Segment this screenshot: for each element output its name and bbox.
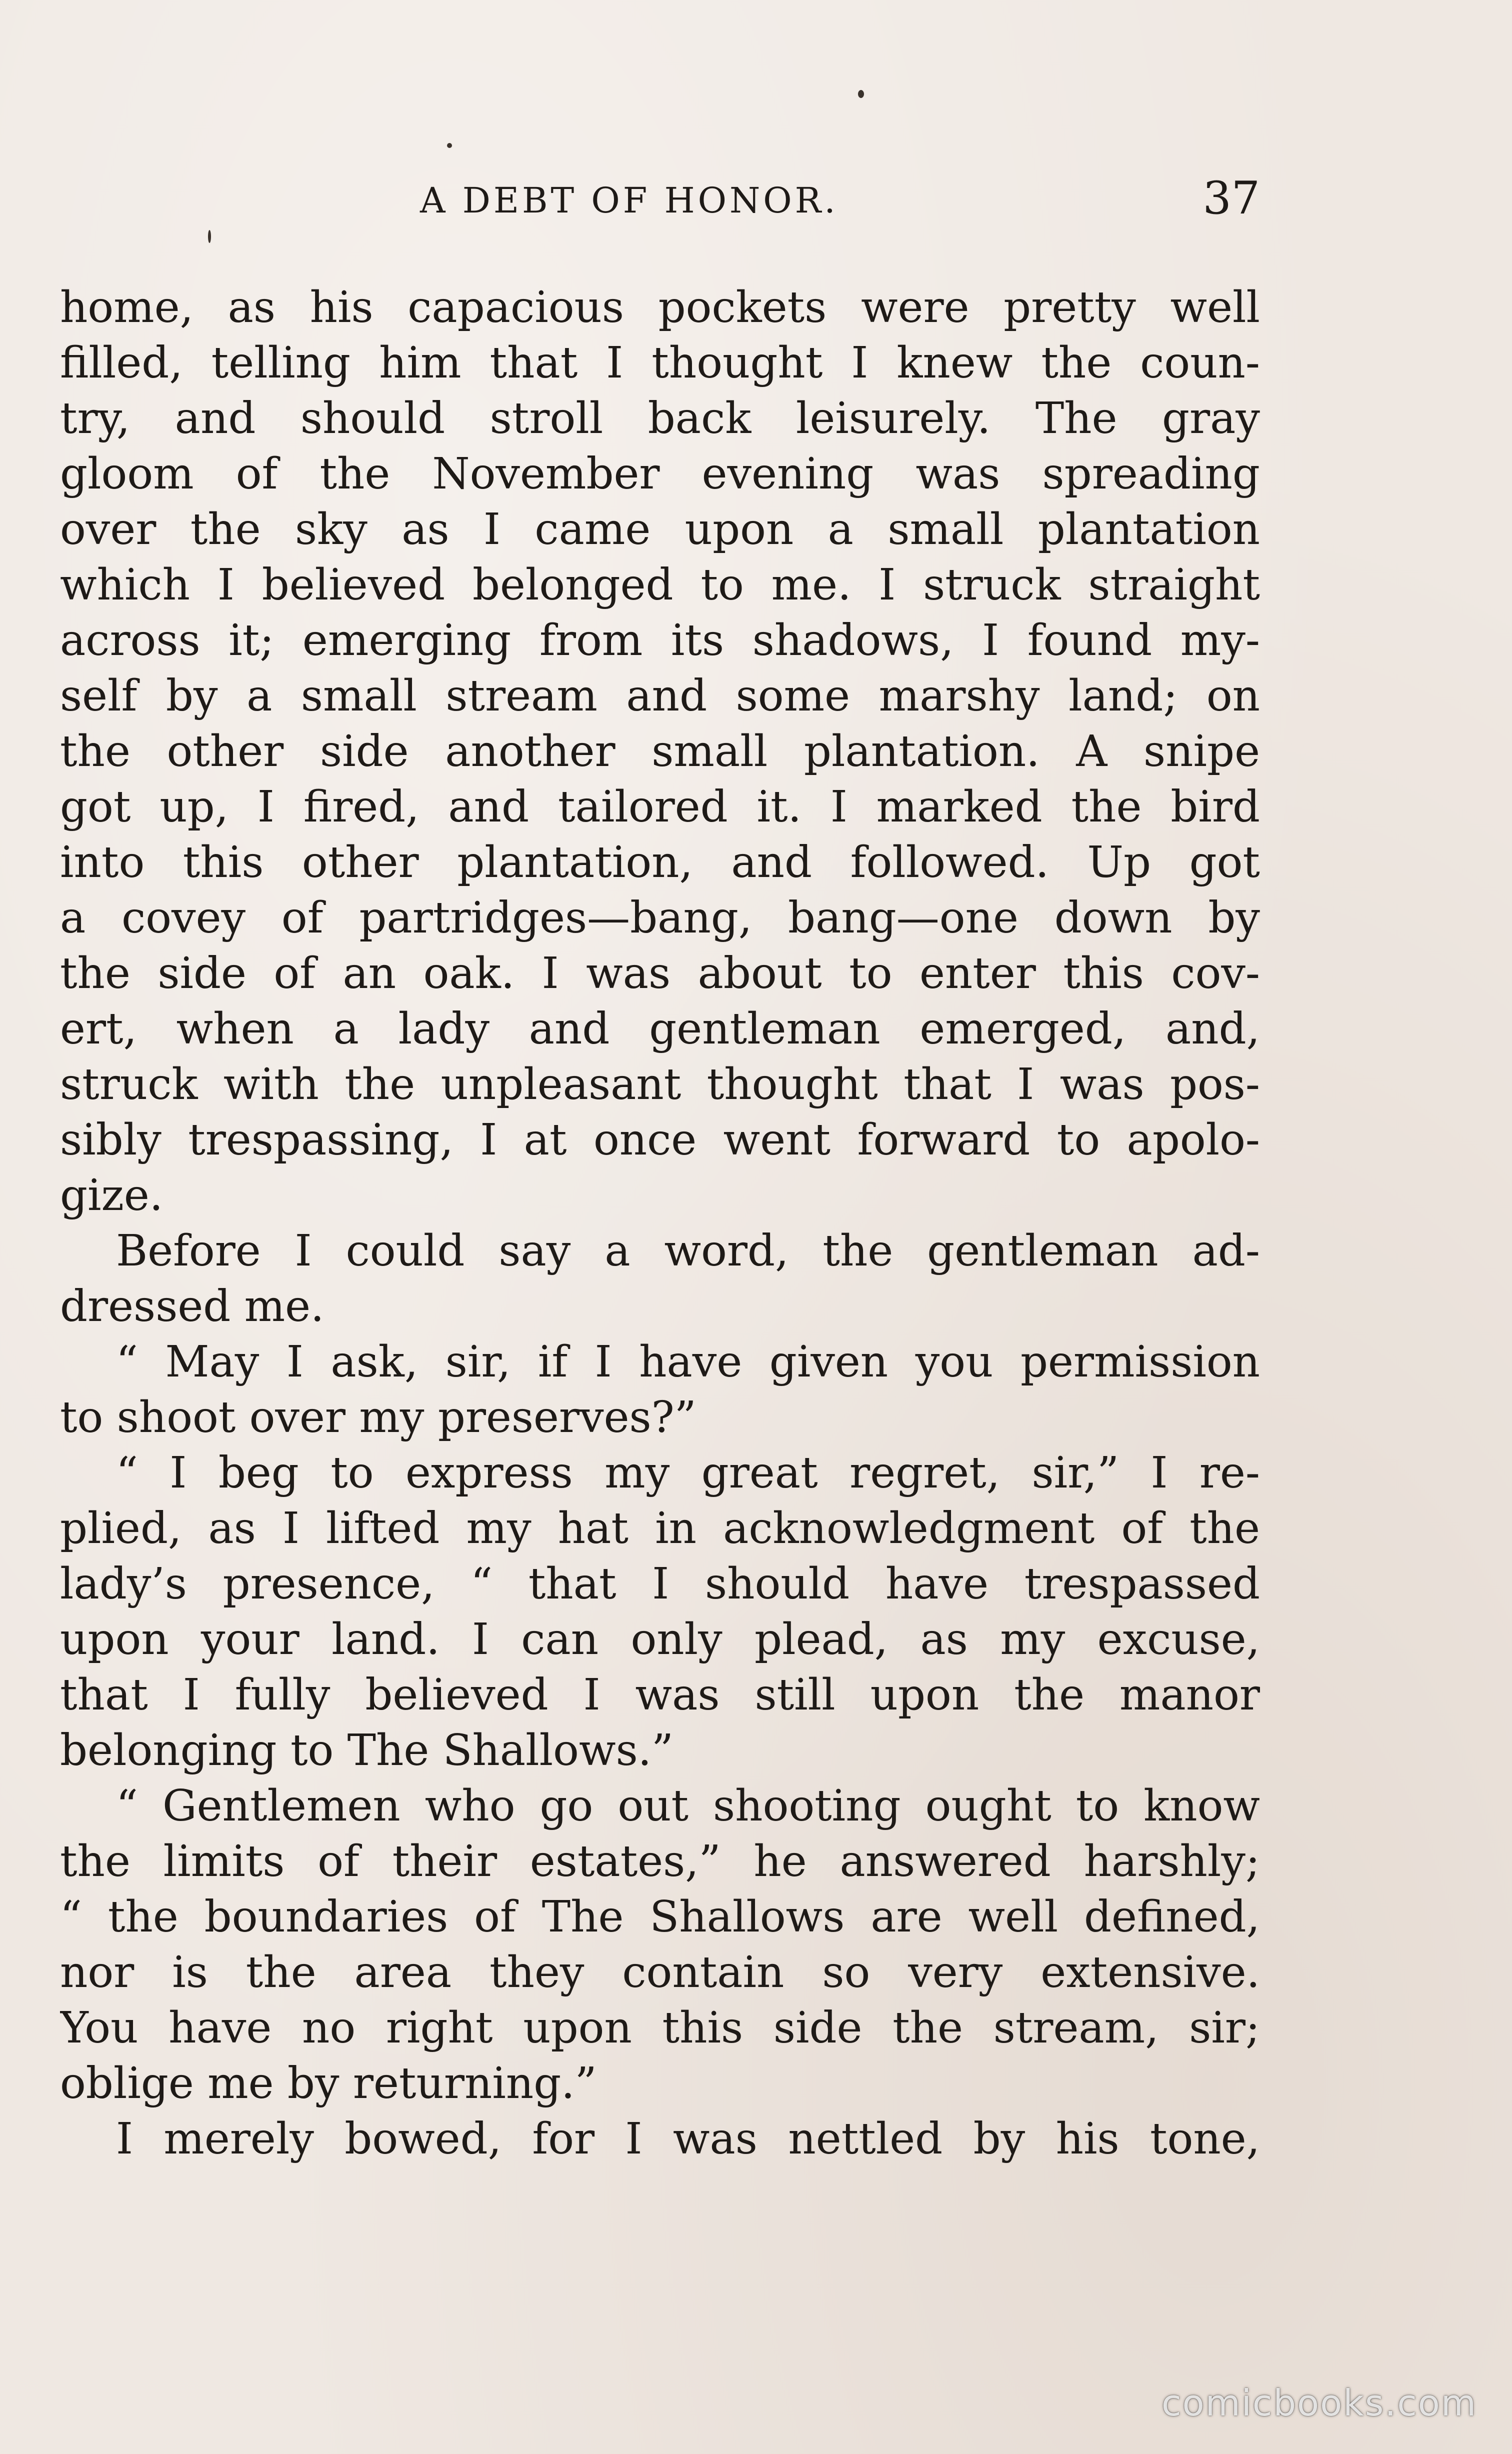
paragraph — [60, 2112, 1260, 2167]
ink-speck — [447, 143, 452, 148]
text-line: You have no right upon this side the stream, sir; — [60, 2003, 1260, 2053]
text-line: “ Gentlemen who go out shooting ought to know — [116, 1781, 1260, 1831]
text-line: to shoot over my preserves?” — [60, 1392, 696, 1442]
text-line: got up, I fired, and tailored it. I marked the bird — [60, 782, 1260, 832]
page-number: 37 — [1202, 172, 1260, 224]
text-line: “ the boundaries of The Shallows are well defined, — [60, 1892, 1260, 1942]
text-line: plied, as I lifted my hat in acknowledgment of the — [60, 1504, 1260, 1554]
text-line: across it; emerging from its shadows, I found my- — [60, 616, 1260, 666]
text-line: I merely bowed, for I was nettled by his tone, — [116, 2114, 1260, 2164]
text-line: gize. — [60, 1170, 164, 1220]
text-line: the limits of their estates,” he answered harshly; — [60, 1836, 1260, 1886]
text-line: upon your land. I can only plead, as my excuse, — [60, 1614, 1260, 1664]
text-line: dressed me. — [60, 1282, 324, 1332]
text-line: “ May I ask, sir, if I have given you permission — [116, 1337, 1260, 1387]
watermark: comicbooks.com — [1161, 2382, 1477, 2424]
text-line: into this other plantation, and followed. Up got — [60, 838, 1260, 888]
paragraph — [60, 1778, 1260, 2112]
text-line: gloom of the November evening was spreading — [60, 449, 1260, 499]
text-line: “ I beg to express my great regret, sir,” I re- — [116, 1448, 1260, 1498]
text-line: ert, when a lady and gentleman emerged, and, — [60, 1004, 1260, 1054]
text-line: sibly trespassing, I at once went forward to apolo- — [60, 1115, 1260, 1165]
paragraph — [60, 1224, 1260, 1334]
text-line: that I fully believed I was still upon the manor — [60, 1670, 1260, 1720]
text-line: nor is the area they contain so very extensive. — [60, 1948, 1260, 1998]
text-line: belonging to The Shallows.” — [60, 1726, 674, 1776]
text-line: the other side another small plantation. A snipe — [60, 726, 1260, 776]
text-line: filled, telling him that I thought I knew the coun- — [60, 338, 1260, 388]
text-line: struck with the unpleasant thought that I was pos- — [60, 1060, 1260, 1110]
text-line: lady’s presence, “ that I should have trespassed — [60, 1559, 1260, 1609]
text-line: try, and should stroll back leisurely. The gray — [60, 394, 1260, 444]
text-line: self by a small stream and some marshy land; on — [60, 671, 1260, 721]
ink-speck — [858, 90, 864, 98]
body-text — [60, 280, 1260, 2167]
text-line: oblige me by returning.” — [60, 2058, 597, 2108]
text-line: a covey of partridges—bang, bang—one down by — [60, 893, 1260, 943]
text-line: Before I could say a word, the gentleman ad- — [116, 1226, 1260, 1276]
text-line: home, as his capacious pockets were pretty well — [60, 282, 1260, 332]
running-title: A DEBT OF HONOR. — [420, 180, 838, 221]
text-line: the side of an oak. I was about to enter this cov- — [60, 948, 1260, 998]
text-line: which I believed belonged to me. I struck straight — [60, 560, 1260, 610]
text-line: over the sky as I came upon a small plantation — [60, 504, 1260, 554]
paragraph — [60, 280, 1260, 1224]
page-header — [60, 172, 1260, 240]
paragraph — [60, 1334, 1260, 1446]
paragraph — [60, 1446, 1260, 1778]
